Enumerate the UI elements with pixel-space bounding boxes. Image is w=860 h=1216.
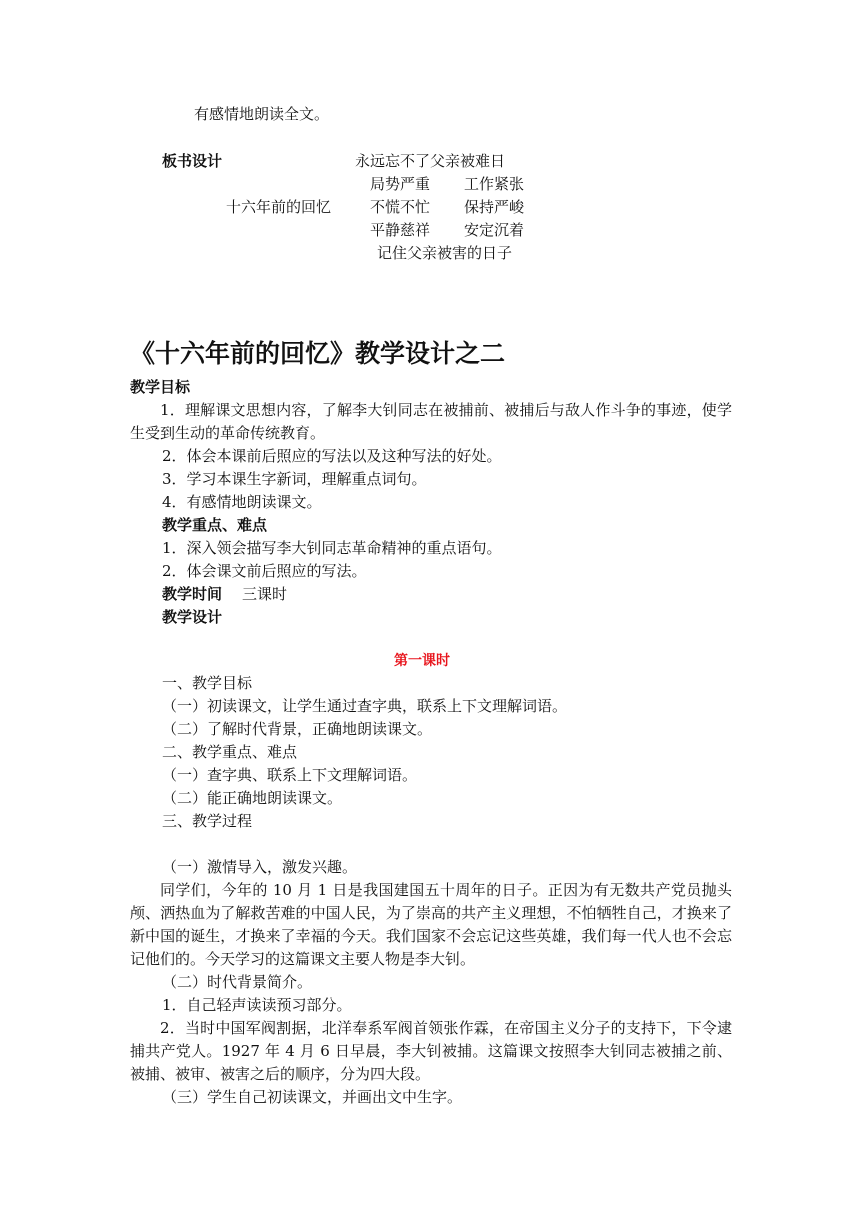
board-row1-left: 局势严重 (370, 175, 431, 193)
goal-3: 3．学习本课生字新词，理解重点词句。 (162, 470, 427, 488)
board-footer: 记住父亲被害的日子 (377, 244, 513, 262)
section-process: 三、教学过程 (162, 812, 253, 830)
section-key-item-2: （二）能正确地朗读课文。 (162, 789, 343, 807)
key-points-heading: 教学重点、难点 (162, 516, 268, 534)
process-step-3: （三）学生自己初读课文，并画出文中生字。 (162, 1088, 463, 1106)
goals-heading: 教学目标 (130, 378, 191, 396)
board-row2-left: 不慌不忙 (370, 198, 431, 216)
time-value: 三课时 (242, 585, 288, 603)
goal-2: 2．体会本课前后照应的写法以及这种写法的好处。 (162, 447, 502, 465)
board-row3-left: 平静慈祥 (370, 221, 431, 239)
lesson-1-heading: 第一课时 (394, 653, 450, 669)
section-goals-item-2: （二）了解时代背景，正确地朗读课文。 (162, 720, 433, 738)
section-goals: 一、教学目标 (162, 674, 253, 692)
goal-1: 1．理解课文思想内容，了解李大钊同志在被捕前、被捕后与敌人作斗争的事迹，使学生受到生动的革命传统教育。 (130, 401, 732, 442)
process-step-1: （一）激情导入，激发兴趣。 (162, 858, 358, 876)
key-point-2: 2．体会课文前后照应的写法。 (162, 562, 367, 580)
time-heading: 教学时间 (162, 585, 223, 603)
goal-4: 4．有感情地朗读课文。 (162, 493, 322, 511)
section-key: 二、教学重点、难点 (162, 743, 298, 761)
design-heading: 教学设计 (162, 608, 223, 626)
process-step-2-item-1: 1．自己轻声读读预习部分。 (162, 996, 352, 1014)
board-row1-right: 工作紧张 (464, 175, 525, 193)
process-step-2-item-2: 2．当时中国军阀割据，北洋奉系军阀首领张作霖，在帝国主义分子的支持下，下令逮捕共产党人。1927 年 4 月 6 日早晨，李大钊被捕。这篇课文按照李大钊同志被捕之前、被捕、被审、被害之后的顺序，分为四大段。 (130, 1019, 732, 1083)
read-aloud-line: 有感情地朗读全文。 (194, 105, 330, 123)
board-design-label: 板书设计 (162, 152, 223, 170)
board-row2-right: 保持严峻 (464, 198, 525, 216)
board-center-label: 十六年前的回忆 (226, 198, 332, 216)
board-row3-right: 安定沉着 (464, 221, 525, 239)
section-key-item-1: （一）查字典、联系上下文理解词语。 (162, 766, 418, 784)
process-step-2: （二）时代背景简介。 (162, 973, 313, 991)
section-goals-item-1: （一）初读课文，让学生通过查字典，联系上下文理解词语。 (162, 697, 568, 715)
board-headline: 永远忘不了父亲被难日 (355, 152, 506, 170)
document-title: 《十六年前的回忆》教学设计之二 (130, 339, 506, 368)
process-step-1-text: 同学们，今年的 10 月 1 日是我国建国五十周年的日子。正因为有无数共产党员抛头颅、洒热血为了解救苦难的中国人民，为了崇高的共产主义理想，不怕牺牲自己，才换来了新中国的诞生，才换来了幸福的今天。我们国家不会忘记这些英雄，我们每一代人也不会忘记他们的。今天学习的这篇课文主要人物是李大钊。 (130, 881, 732, 968)
key-point-1: 1．深入领会描写李大钊同志革命精神的重点语句。 (162, 539, 502, 557)
